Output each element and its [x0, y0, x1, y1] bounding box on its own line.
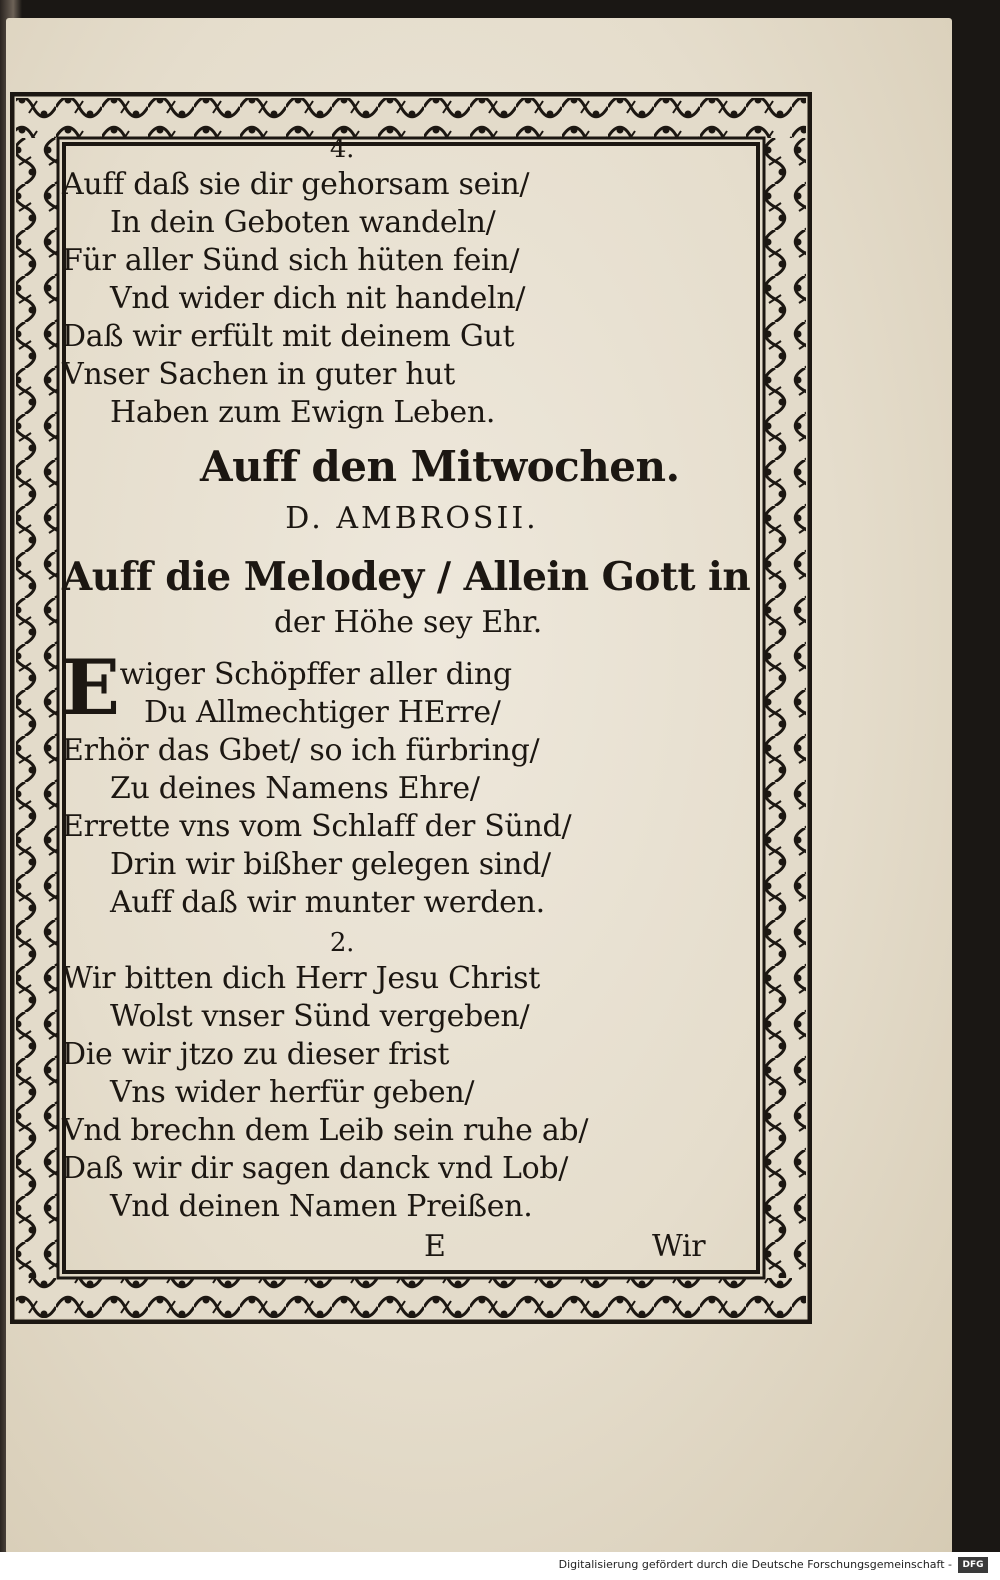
melody-title: Auff die Melodey / Allein Gott in [62, 554, 751, 600]
verse-line: Wolst vnser Sünd vergeben/ [110, 999, 530, 1034]
stanza-number: 4. [329, 134, 355, 164]
signature-mark: E [424, 1229, 446, 1264]
verse-line: In dein Geboten wandeln/ [110, 205, 496, 240]
verse-line: Errette vns vom Schlaff der Sünd/ [62, 809, 572, 844]
verse-line: Auff daß wir munter werden. [110, 885, 545, 920]
verse-line: Vnser Sachen in guter hut [62, 357, 456, 392]
verse-line: wiger Schöpffer aller ding [119, 657, 512, 692]
section-heading: Auff den Mitwochen. [200, 442, 680, 491]
verse-line: Haben zum Ewign Leben. [110, 395, 496, 430]
verse-line: Zu deines Namens Ehre/ [110, 771, 480, 806]
verse-line: Vnd deinen Namen Preißen. [110, 1189, 533, 1224]
verse-line: Daß wir dir sagen danck vnd Lob/ [62, 1151, 569, 1186]
drop-cap: E [62, 643, 120, 732]
verse-line: Vnd brechn dem Leib sein ruhe ab/ [62, 1113, 589, 1148]
verse-line: Vnd wider dich nit handeln/ [110, 281, 526, 316]
verse-line: Für aller Sünd sich hüten fein/ [62, 243, 520, 278]
melody-title-cont: der Höhe sey Ehr. [274, 605, 543, 640]
digitization-footer [0, 1552, 1000, 1580]
verse-line: Daß wir erfült mit deinem Gut [62, 319, 515, 354]
dfg-logo: DFG [958, 1557, 988, 1573]
verse-line: Die wir jtzo zu dieser frist [62, 1037, 450, 1072]
verse-line: Erhör das Gbet/ so ich fürbring/ [62, 733, 540, 768]
page-text [62, 130, 762, 1264]
funding-credit: Digitalisierung gefördert durch die Deutsche Forschungsgemeinschaft - [558, 1558, 952, 1571]
catchword: Wir [652, 1229, 706, 1264]
stanza-number: 2. [329, 928, 355, 958]
verse-line: Auff daß sie dir gehorsam sein/ [62, 167, 530, 202]
author-line: D. AMBROSII. [285, 501, 539, 536]
verse-line: Drin wir bißher gelegen sind/ [110, 847, 551, 882]
verse-line: Vns wider herfür geben/ [110, 1075, 475, 1110]
verse-line: Wir bitten dich Herr Jesu Christ [62, 961, 540, 996]
verse-line: Du Allmechtiger HErre/ [144, 695, 501, 730]
